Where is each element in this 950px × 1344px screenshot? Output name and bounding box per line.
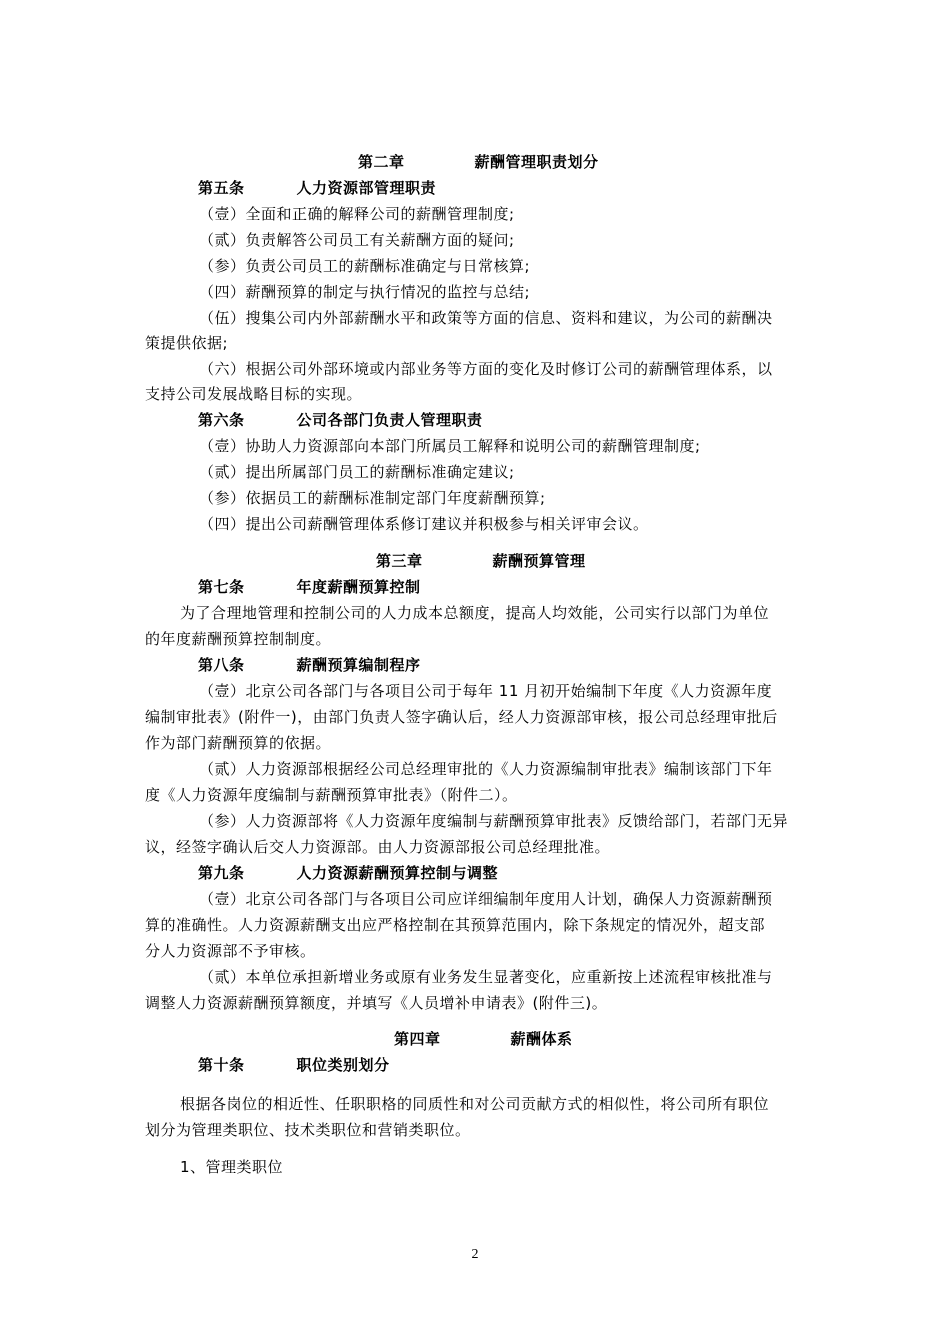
paragraph-line: 划分为管理类职位、技术类职位和营销类职位。 xyxy=(145,1121,471,1139)
article-title: 人力资源薪酬预算控制与调整 xyxy=(296,864,499,882)
article-title: 职位类别划分 xyxy=(296,1056,390,1074)
article-number: 第八条 xyxy=(198,656,245,674)
paragraph-line: （贰）人力资源部根据经公司总经理审批的《人力资源编制审批表》编制该部门下年 xyxy=(199,760,773,778)
paragraph-line: 为了合理地管理和控制公司的人力成本总额度，提高人均效能，公司实行以部门为单位 xyxy=(180,604,770,622)
article-title: 人力资源部管理职责 xyxy=(296,179,437,197)
article-heading xyxy=(198,178,436,198)
list-item: （壹）全面和正确的解释公司的薪酬管理制度; xyxy=(199,205,515,223)
list-item: （贰）负责解答公司员工有关薪酬方面的疑问; xyxy=(199,231,515,249)
article-heading xyxy=(198,410,483,430)
list-item: （参）依据员工的薪酬标准制定部门年度薪酬预算; xyxy=(199,489,546,507)
paragraph-line: 编制审批表》(附件一)，由部门负责人签字确认后，经人力资源部审核，报公司总经理审批后 xyxy=(145,708,778,726)
paragraph-line: （参）人力资源部将《人力资源年度编制与薪酬预算审批表》反馈给部门，若部门无异 xyxy=(199,812,789,830)
paragraph-line: 议，经签字确认后交人力资源部。由人力资源部报公司总经理批准。 xyxy=(145,838,611,856)
list-item-continuation: 策提供依据; xyxy=(145,334,229,352)
chapter-heading xyxy=(358,152,599,172)
paragraph-line: 调整人力资源薪酬预算额度，并填写《人员增补申请表》(附件三)。 xyxy=(145,994,608,1012)
chapter-heading xyxy=(394,1029,573,1049)
paragraph-line: （壹）北京公司各部门与各项目公司于每年 11 月初开始编制下年度《人力资源年度 xyxy=(199,682,773,700)
article-title: 薪酬预算编制程序 xyxy=(296,656,421,674)
list-item: （六）根据公司外部环境或内部业务等方面的变化及时修订公司的薪酬管理体系，以 xyxy=(199,360,773,378)
chapter-number: 第四章 xyxy=(394,1030,441,1048)
list-item: 1、管理类职位 xyxy=(180,1158,284,1176)
article-number: 第七条 xyxy=(198,578,245,596)
paragraph-line: （壹）北京公司各部门与各项目公司应详细编制年度用人计划，确保人力资源薪酬预 xyxy=(199,890,773,908)
paragraph-line: 分人力资源部不予审核。 xyxy=(145,942,316,960)
paragraph-line: 根据各岗位的相近性、任职职格的同质性和对公司贡献方式的相似性，将公司所有职位 xyxy=(180,1095,770,1113)
article-heading xyxy=(198,577,421,597)
paragraph-line: 度《人力资源年度编制与薪酬预算审批表》（附件二）。 xyxy=(145,786,518,804)
chapter-title: 薪酬管理职责划分 xyxy=(474,153,599,171)
list-item: （四）提出公司薪酬管理体系修订建议并积极参与相关评审会议。 xyxy=(199,515,649,533)
article-title: 年度薪酬预算控制 xyxy=(296,578,421,596)
paragraph-line: 的年度薪酬预算控制制度。 xyxy=(145,630,332,648)
article-heading xyxy=(198,1055,390,1075)
page-number: 2 xyxy=(471,1247,479,1262)
list-item: （四）薪酬预算的制定与执行情况的监控与总结; xyxy=(199,283,531,301)
article-heading xyxy=(198,655,421,675)
list-item: （壹）协助人力资源部向本部门所属员工解释和说明公司的薪酬管理制度; xyxy=(199,437,701,455)
list-item-continuation: 支持公司发展战略目标的实现。 xyxy=(145,385,363,403)
chapter-title: 薪酬体系 xyxy=(510,1030,573,1048)
chapter-number: 第三章 xyxy=(376,552,423,570)
paragraph-line: 算的准确性。人力资源薪酬支出应严格控制在其预算范围内，除下条规定的情况外，超支部 xyxy=(145,916,766,934)
article-title: 公司各部门负责人管理职责 xyxy=(296,411,483,429)
list-item: （伍）搜集公司内外部薪酬水平和政策等方面的信息、资料和建议，为公司的薪酬决 xyxy=(199,309,773,327)
article-number: 第五条 xyxy=(198,179,245,197)
article-number: 第六条 xyxy=(198,411,245,429)
paragraph-line: （贰）本单位承担新增业务或原有业务发生显著变化，应重新按上述流程审核批准与 xyxy=(199,968,773,986)
chapter-title: 薪酬预算管理 xyxy=(492,552,586,570)
chapter-number: 第二章 xyxy=(358,153,405,171)
article-heading xyxy=(198,863,498,883)
list-item: （贰）提出所属部门员工的薪酬标准确定建议; xyxy=(199,463,515,481)
article-number: 第十条 xyxy=(198,1056,245,1074)
article-number: 第九条 xyxy=(198,864,245,882)
list-item: （参）负责公司员工的薪酬标准确定与日常核算; xyxy=(199,257,531,275)
chapter-heading xyxy=(376,551,586,571)
paragraph-line: 作为部门薪酬预算的依据。 xyxy=(145,734,332,752)
